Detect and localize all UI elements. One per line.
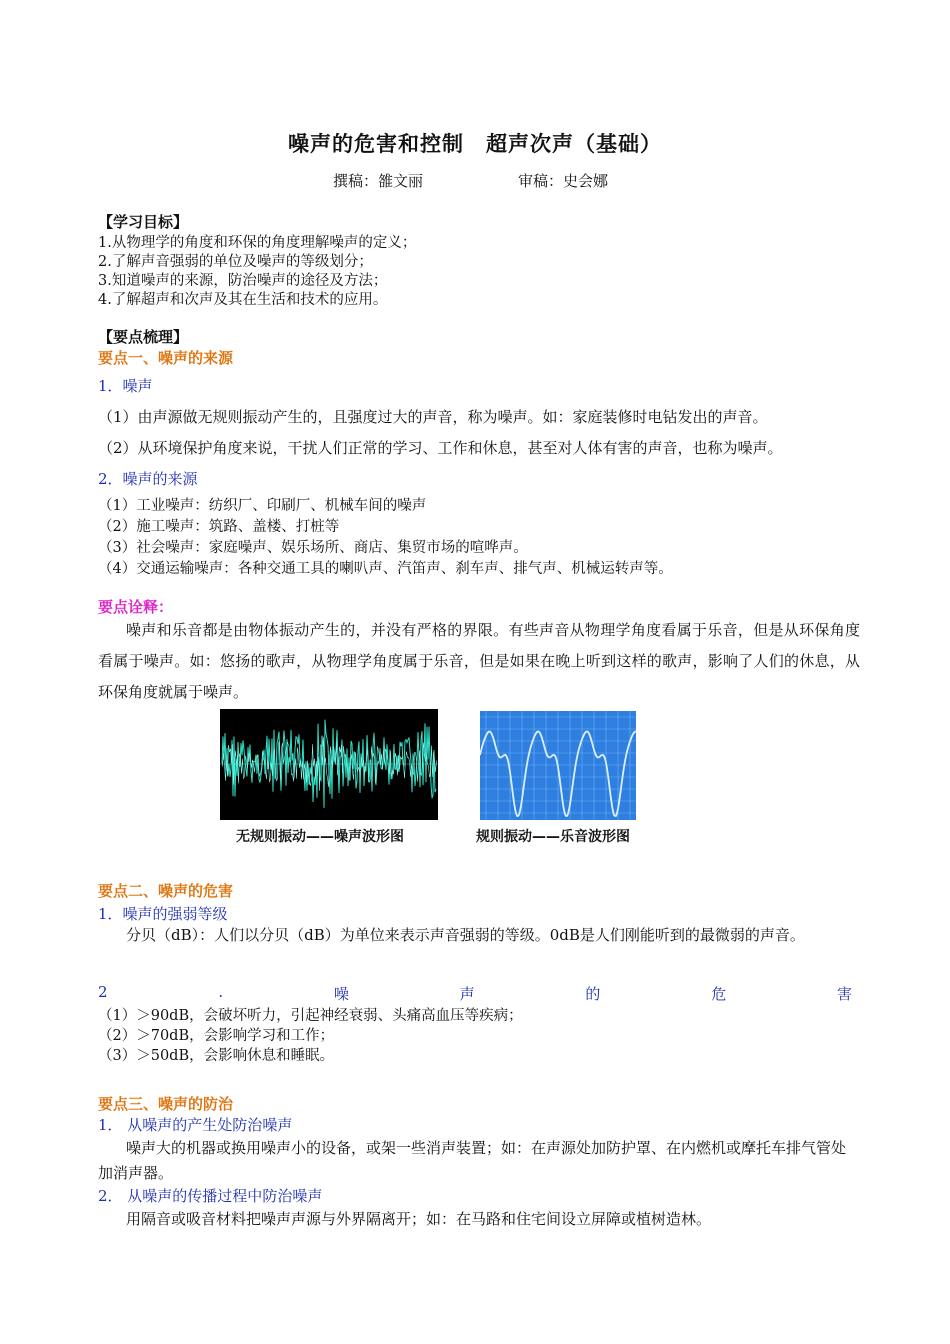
noise-waveform-image bbox=[220, 709, 438, 820]
objectives-heading: 【学习目标】 bbox=[98, 213, 189, 231]
explanation-text: 噪声和乐音都是由物体振动产生的，并没有严格的界限。有些声音从物理学角度看属于乐音，但是从环保角度看属于噪声。如：悠扬的歌声，从物理学角度属于乐音，但是如果在晚上听到这样的歌声，影响了人们的休息，从环保角度就属于噪声。 bbox=[98, 621, 860, 701]
point3-sub2: 2． 从噪声的传播过程中防治噪声 bbox=[98, 1187, 323, 1205]
point1-sub1-item: （1）由声源做无规则振动产生的，且强度过大的声音，称为噪声。如：家庭装修时电钻发出的声音。 bbox=[98, 408, 768, 426]
author-reviewer: 审稿：史会娜 bbox=[518, 172, 609, 190]
music-caption: 规则振动——乐音波形图 bbox=[476, 829, 630, 845]
heading-char: . bbox=[218, 983, 224, 1001]
music-waveform-svg bbox=[480, 711, 636, 820]
point1-sub1: 1．噪声 bbox=[98, 377, 153, 395]
point3-sub2-text: 用隔音或吸音材料把噪声声源与外界隔离开；如：在马路和住宅间设立屏障或植树造林。 bbox=[126, 1210, 712, 1228]
point1-sub1-item: （2）从环境保护角度来说，干扰人们正常的学习、工作和休息，甚至对人体有害的声音，也称为噪声。 bbox=[98, 439, 783, 457]
objective-item: 2.了解声音强弱的单位及噪声的等级划分； bbox=[98, 254, 373, 270]
heading-char: 噪 bbox=[333, 985, 349, 1003]
point1-sub2-item: （3）社会噪声：家庭噪声、娱乐场所、商店、集贸市场的喧哗声。 bbox=[98, 540, 528, 556]
explanation-heading: 要点诠释： bbox=[98, 598, 174, 616]
objective-item: 3.知道噪声的来源，防治噪声的途径及方法； bbox=[98, 273, 388, 289]
author-writer: 撰稿：雒文丽 bbox=[333, 172, 424, 190]
heading-char: 2 bbox=[98, 983, 108, 1001]
point1-heading: 要点一、噪声的来源 bbox=[98, 349, 234, 367]
point3-sub1-text: 噪声大的机器或换用噪声小的设备，或架一些消声装置；如：在声源处加防护罩、在内燃机或摩托车排气管处加消声器。 bbox=[98, 1139, 847, 1182]
point1-sub2-item: （2）施工噪声：筑路、盖楼、打桩等 bbox=[98, 519, 340, 535]
point3-sub1: 1． 从噪声的产生处防治噪声 bbox=[98, 1116, 293, 1134]
noise-waveform-svg bbox=[220, 709, 438, 820]
point2-sub1: 1．噪声的强弱等级 bbox=[98, 905, 228, 923]
summary-heading: 【要点梳理】 bbox=[98, 328, 189, 346]
point2-sub2-item: （3）＞50dB，会影响休息和睡眠。 bbox=[98, 1048, 335, 1064]
point1-sub2-item: （4）交通运输噪声：各种交通工具的喇叭声、汽笛声、刹车声、排气声、机械运转声等。 bbox=[98, 561, 673, 577]
document-title: 噪声的危害和控制 超声次声（基础） bbox=[288, 131, 662, 156]
point1-sub2-item: （1）工业噪声：纺织厂、印刷厂、机械车间的噪声 bbox=[98, 498, 427, 514]
heading-char: 声 bbox=[459, 985, 475, 1003]
point2-sub2-item: （1）＞90dB，会破坏听力，引起神经衰弱、头痛高血压等疾病； bbox=[98, 1008, 523, 1024]
objective-item: 4.了解超声和次声及其在生活和技术的应用。 bbox=[98, 292, 388, 308]
heading-char: 害 bbox=[836, 985, 852, 1003]
point2-heading: 要点二、噪声的危害 bbox=[98, 882, 234, 900]
point2-sub1-text: 分贝（dB）：人们以分贝（dB）为单位来表示声音强弱的等级。0dB是人们刚能听到的最微弱的声音。 bbox=[126, 926, 805, 944]
heading-char: 的 bbox=[585, 985, 601, 1003]
music-waveform-image bbox=[480, 711, 636, 820]
noise-caption: 无规则振动——噪声波形图 bbox=[236, 829, 404, 845]
objective-item: 1.从物理学的角度和环保的角度理解噪声的定义； bbox=[98, 235, 417, 251]
point1-sub2: 2．噪声的来源 bbox=[98, 470, 198, 488]
point3-heading: 要点三、噪声的防治 bbox=[98, 1095, 234, 1113]
point2-sub2-item: （2）＞70dB，会影响学习和工作； bbox=[98, 1028, 335, 1044]
heading-char: 危 bbox=[711, 985, 727, 1003]
point2-sub2-heading bbox=[98, 983, 852, 1004]
